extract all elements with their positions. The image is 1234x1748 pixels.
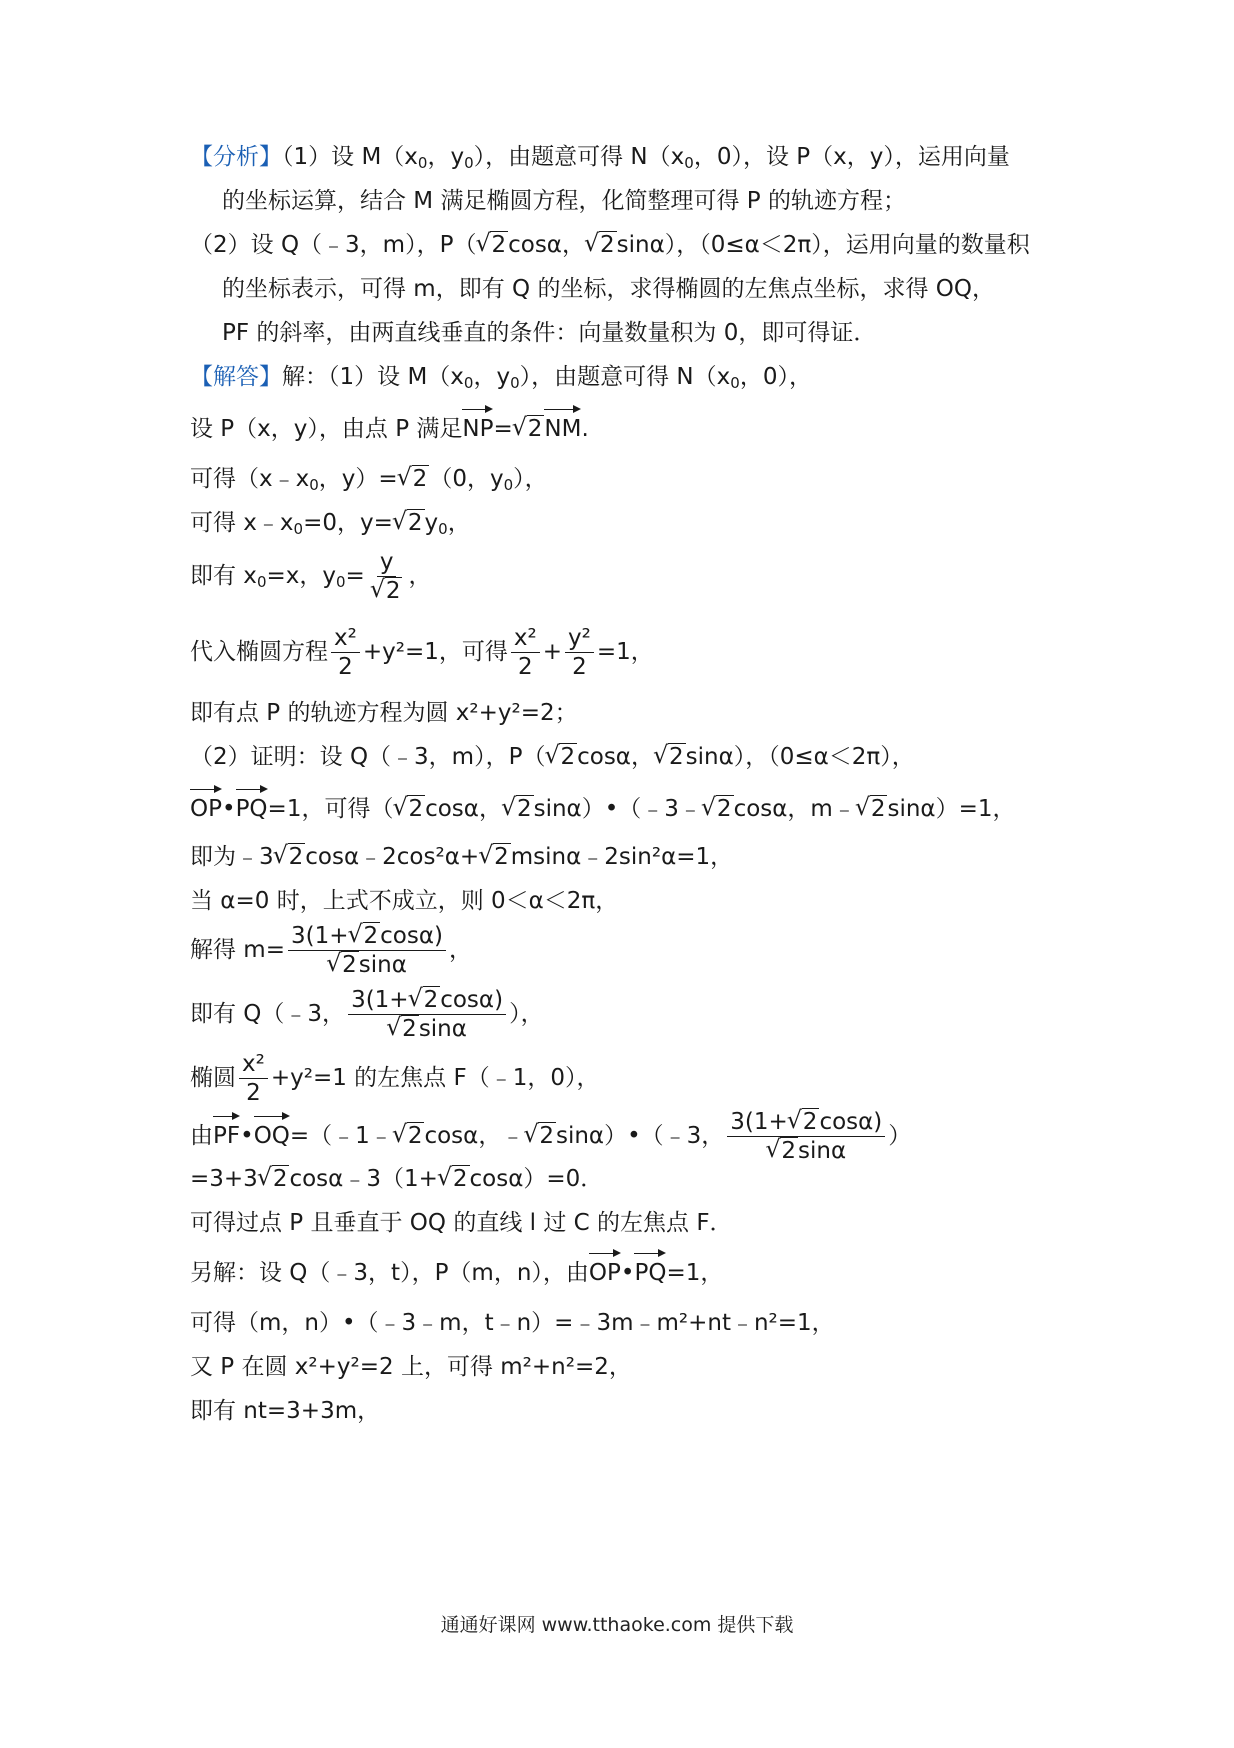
fraction-m: 3(1+√ 2cosα) √ 2sinα <box>288 922 446 979</box>
vector-np: NP <box>462 412 493 446</box>
solution-line-6: 代入椭圆方程 $\frac{\text{x²}}{2}$ +y²=1，可得 $\frac{\text{x²}}{2}$ + $\frac{\text{y²}}{2}$ =1， <box>190 625 654 680</box>
solution-line-12: 解得 m= 3(1+√ 2cosα) √ 2sinα ， <box>190 922 1114 979</box>
footer-text: 通通好课网 www.tthaoke.com 提供下载 <box>440 1614 794 1636</box>
solution-line-15: 由PF•OQ=（﹣1﹣√ 2cosα，﹣√ 2sinα）•（﹣3， 3(1+√ 2cosα) √ 2sinα ） <box>190 1108 1114 1165</box>
solution-tag: 【解答】 <box>190 364 282 390</box>
analysis-line-2: 的坐标运算，结合 M 满足椭圆方程，化简整理可得 P 的轨迹方程； <box>222 188 906 214</box>
solution-line-19: 可得（m，n）•（﹣3﹣m，t﹣n）=﹣3m﹣m²+nt﹣n²=1， <box>190 1310 835 1336</box>
solution-line-16: =3+3√ 2cosα﹣3（1+√ 2cosα）=0． <box>190 1162 1114 1196</box>
solution-line-18: 另解：设 Q（﹣3，t），P（m，n），由OP•PQ=1， <box>190 1256 1114 1290</box>
solution-line-14: 椭圆 $\frac{\text{x²}}{2}$ +y²=1 的左焦点 F（﹣1，0）， <box>190 1051 600 1106</box>
solution-line-2: 设 P（x，y），由点 P 满足NP=√ 2NM. <box>190 412 1114 446</box>
solution-line-17: 可得过点 P 且垂直于 OQ 的直线 l 过 C 的左焦点 F． <box>190 1210 733 1236</box>
analysis-line-1: 【分析】（1）设 $M(x_0$，$y_0$），由题意可得 $N(x_0$，0），设 P（x，y），运用向量 <box>190 144 1010 172</box>
solution-line-5: 即有 $x_0=x$，$y_0=$ y √ 2 ， <box>190 548 1114 605</box>
solution-line-7: 即有点 P 的轨迹方程为圆 x²+y²=2； <box>190 700 578 726</box>
solution-line-9: OP•PQ=1，可得（√ 2cosα，√ 2sinα）•（﹣3﹣√ 2cosα，m﹣√ 2sinα）=1， <box>190 792 1114 826</box>
solution-line-13: 即有 Q（﹣3， 3(1+√ 2cosα) √ 2sinα ）， <box>190 986 1114 1043</box>
solution-line-10: 即为﹣3√ 2cosα﹣2cos²α+√ 2msinα﹣2sin²α=1， <box>190 840 1114 874</box>
analysis-line-4: 的坐标表示，可得 m，即有 Q 的坐标，求得椭圆的左焦点坐标，求得 OQ， <box>222 276 995 302</box>
solution-line-20: 又 P 在圆 x²+y²=2 上，可得 m²+n²=2， <box>190 1354 632 1380</box>
solution-line-11: 当 α=0 时，上式不成立，则 0＜α＜2π， <box>190 888 619 914</box>
solution-line-8: （2）证明：设 Q（﹣3，m），P（√ 2cosα，√ 2sinα），（0≤α＜2π）， <box>190 740 1114 774</box>
solution-line-3: 可得（$x﹣x_0$，y）=√ 2（0，$y_0$）， <box>190 462 1114 502</box>
analysis-line-3: （2）设 Q（﹣3，m），P（√ 2cosα，√ 2sinα），（0≤α＜2π），运用向量的数量积 <box>190 228 1114 262</box>
solution-line-21: 即有 nt=3+3m， <box>190 1398 381 1424</box>
analysis-tag: 【分析】 <box>190 144 282 170</box>
solution-line-4: 可得 $x﹣x_0=0$，y=√ $2y_0$， <box>190 506 1114 546</box>
fraction-y-over-sqrt2: y √ 2 <box>368 548 406 605</box>
vector-nm: NM <box>544 412 581 446</box>
solution-line-1: 【解答】解：（1）设 $M(x_0$，$y_0$），由题意可得 $N(x_0$，0）， <box>190 364 812 392</box>
analysis-line-5: PF 的斜率，由两直线垂直的条件：向量数量积为 0，即可得证． <box>222 320 877 346</box>
